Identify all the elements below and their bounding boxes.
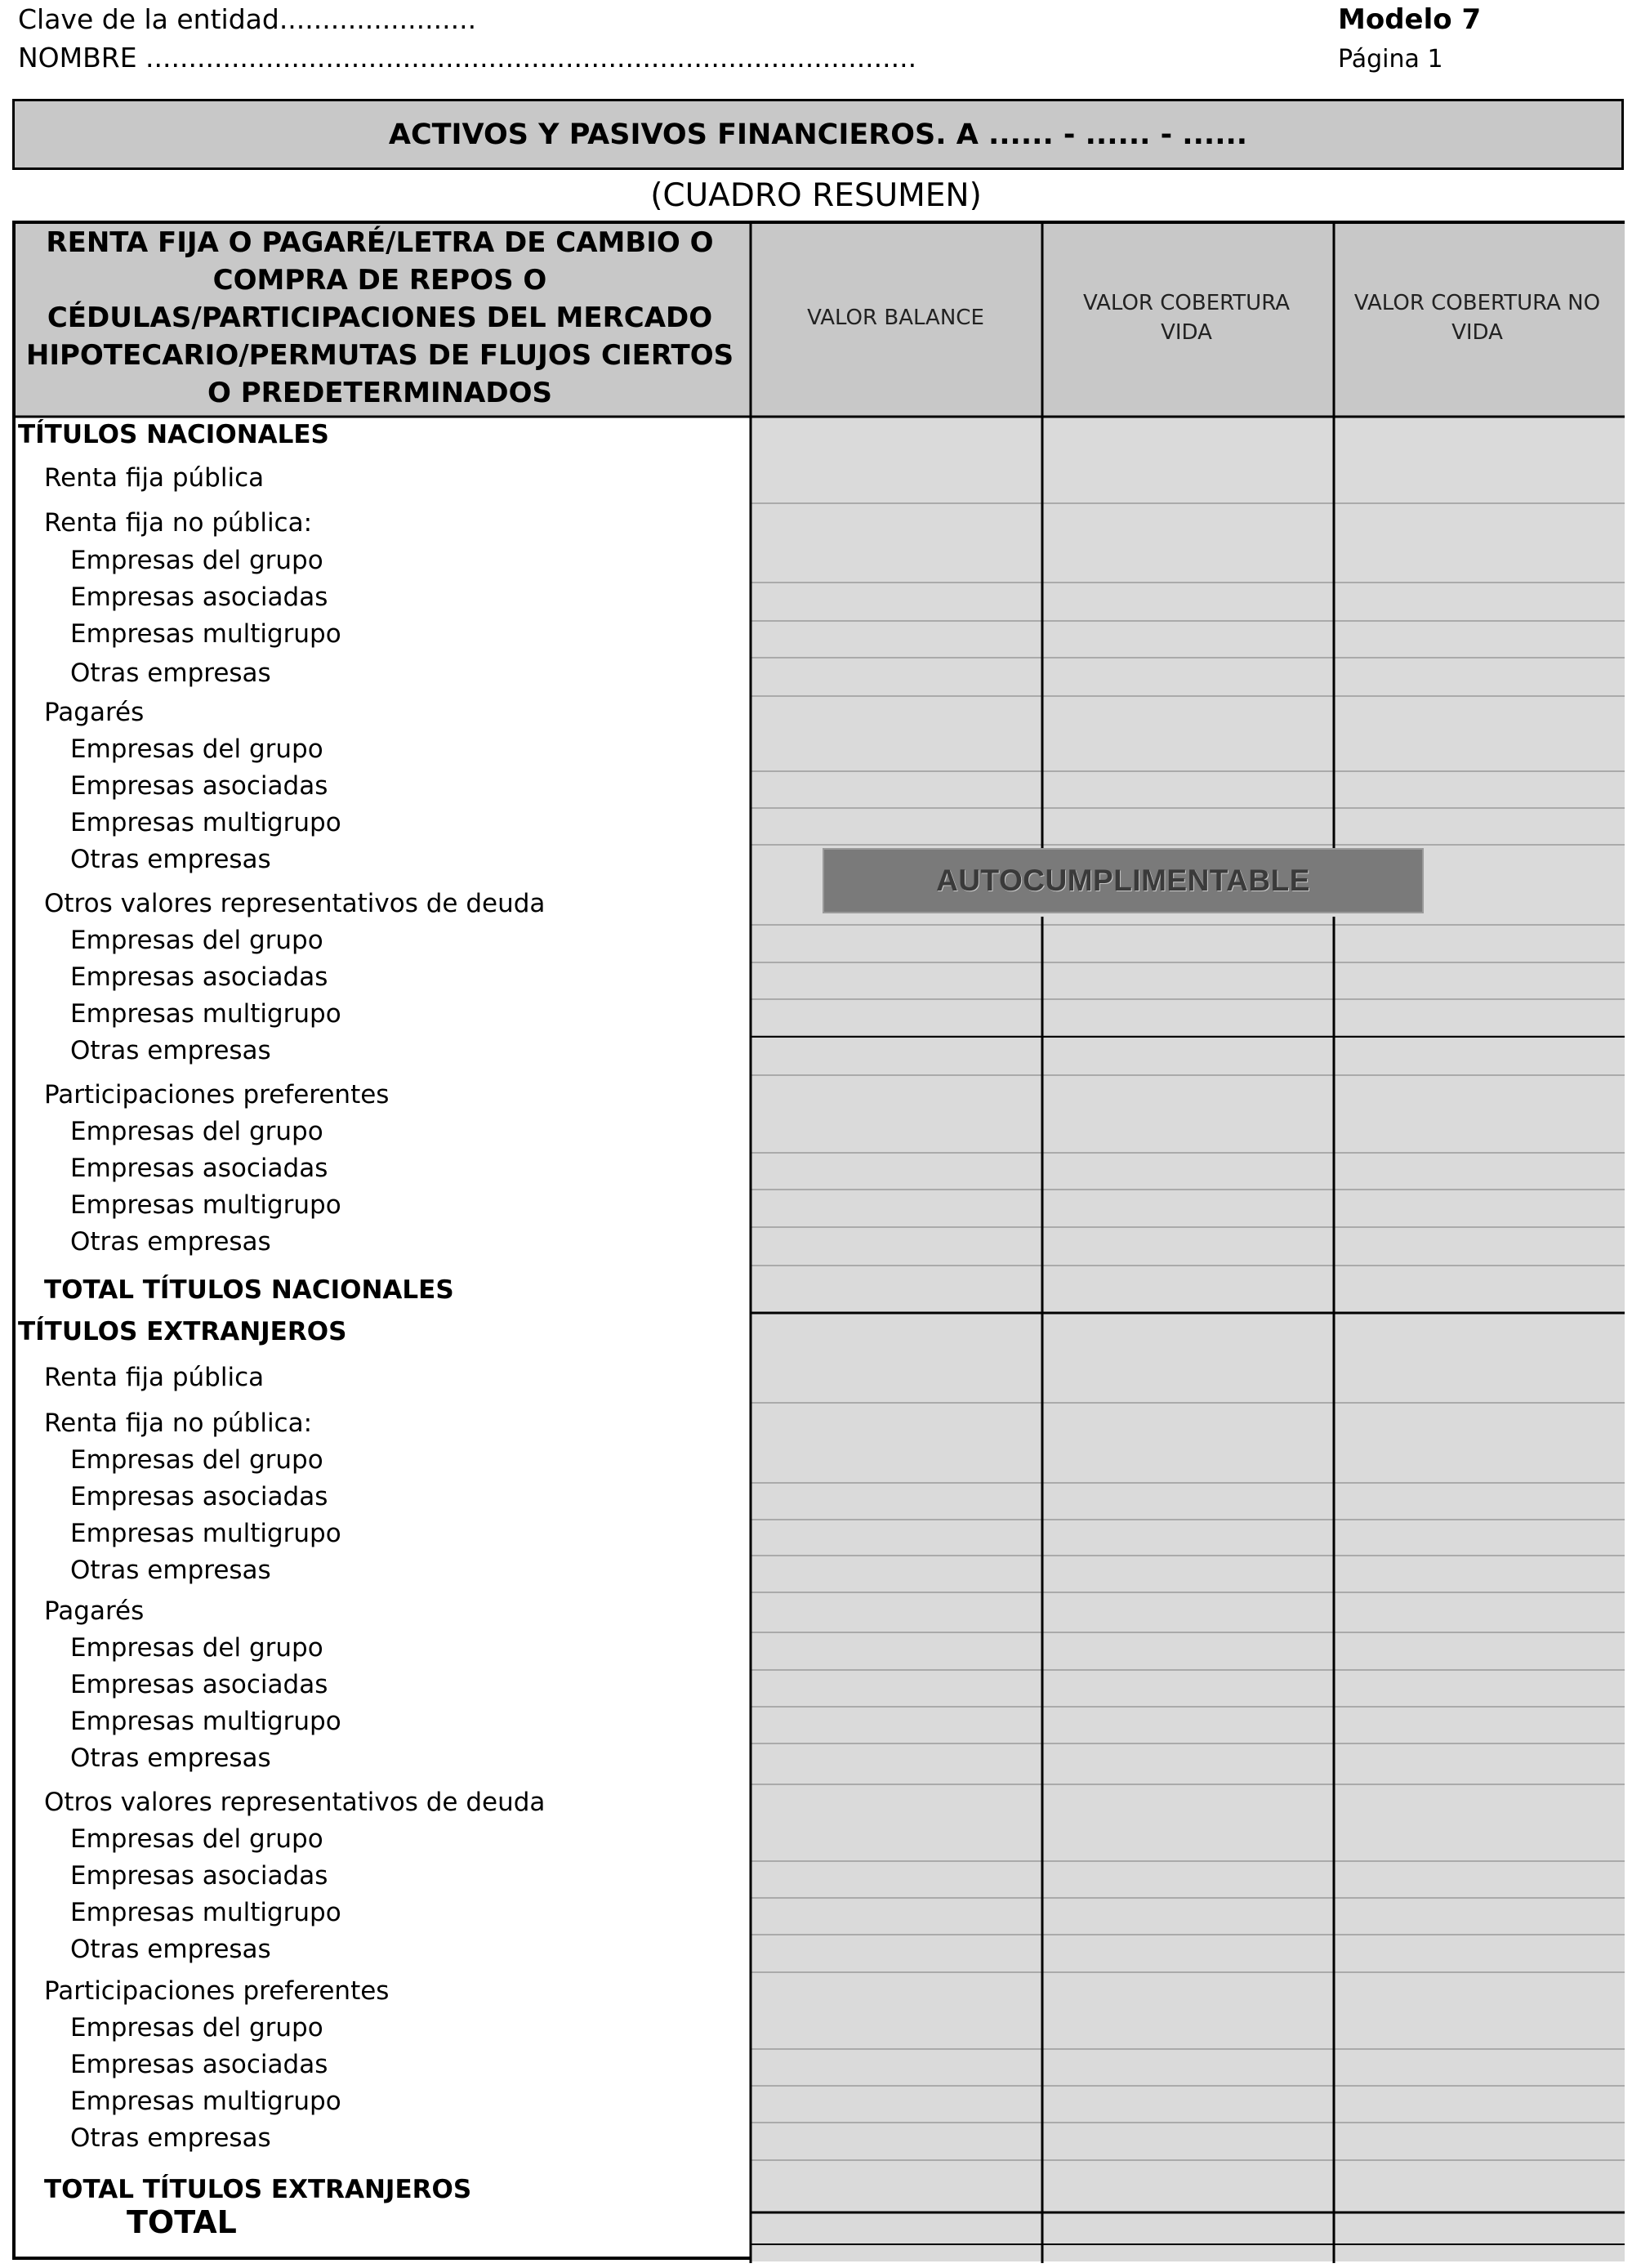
entity-key-field: Clave de la entidad....................... xyxy=(18,3,477,35)
column-header-cobertura-vida: VALOR COBERTURA VIDA xyxy=(1082,291,1291,345)
row-label: Empresas asociadas xyxy=(70,1861,328,1891)
row-label: Empresas multigrupo xyxy=(70,808,341,837)
row-label: Participaciones preferentes xyxy=(44,1080,390,1109)
value-cells-bg xyxy=(751,417,1625,2261)
row-label: Empresas asociadas xyxy=(70,1482,328,1511)
row-label: Otras empresas xyxy=(70,659,271,688)
row-label: Empresas multigrupo xyxy=(70,999,341,1029)
row-label: Otras empresas xyxy=(70,1556,271,1585)
row-label: Empresas del grupo xyxy=(70,1445,323,1475)
row-label: Empresas asociadas xyxy=(70,771,328,801)
row-label: Empresas asociadas xyxy=(70,583,328,612)
row-label: Renta fija no pública: xyxy=(44,1409,313,1438)
row-label: Otros valores representativos de deuda xyxy=(44,889,546,918)
concept-column-header: RENTA FIJA O PAGARÉ/LETRA DE CAMBIO O COMPRA DE REPOS O CÉDULAS/PARTICIPACIONES DEL MERCADO HIPOTECARIO/PERMUTAS DE FLUJOS CIERTOS O PREDETERMINADOS xyxy=(25,226,734,409)
autocumplimentable-stamp: AUTOCUMPLIMENTABLE xyxy=(823,848,1424,913)
row-label: Participaciones preferentes xyxy=(44,1976,390,2006)
row-label: Empresas del grupo xyxy=(70,546,323,575)
row-label: Empresas multigrupo xyxy=(70,2087,341,2116)
row-label: Otras empresas xyxy=(70,2123,271,2153)
column-header-valor-balance: VALOR BALANCE xyxy=(807,306,984,330)
entity-name-field: NOMBRE .......................................................................................... xyxy=(18,42,917,74)
row-label: Empresas del grupo xyxy=(70,1824,323,1854)
form-subtitle: (CUADRO RESUMEN) xyxy=(650,177,982,214)
row-label: Pagarés xyxy=(44,1596,145,1626)
row-label: Empresas asociadas xyxy=(70,1154,328,1183)
row-label: Empresas del grupo xyxy=(70,1117,323,1146)
row-label: Empresas multigrupo xyxy=(70,1898,341,1927)
row-label: Empresas asociadas xyxy=(70,2050,328,2079)
model-number: Modelo 7 xyxy=(1338,3,1482,36)
row-label: Otras empresas xyxy=(70,1036,271,1065)
row-label: Empresas del grupo xyxy=(70,926,323,955)
row-label: Otras empresas xyxy=(70,1743,271,1773)
row-label: Empresas multigrupo xyxy=(70,1519,341,1548)
row-label: Renta fija pública xyxy=(44,463,265,493)
row-label: Empresas multigrupo xyxy=(70,1707,341,1736)
section-row-label: TOTAL xyxy=(127,2204,237,2240)
row-label: Empresas multigrupo xyxy=(70,619,341,649)
row-label: Otras empresas xyxy=(70,1227,271,1257)
section-row-label: TOTAL TÍTULOS EXTRANJEROS xyxy=(44,2175,472,2204)
row-label: Renta fija pública xyxy=(44,1363,265,1392)
page-number: Página 1 xyxy=(1338,45,1443,74)
row-label: Empresas del grupo xyxy=(70,734,323,764)
row-label: Empresas asociadas xyxy=(70,1670,328,1699)
row-label: Pagarés xyxy=(44,698,145,727)
form-title-box xyxy=(12,99,1624,170)
row-label: Empresas asociadas xyxy=(70,962,328,992)
row-label: Otros valores representativos de deuda xyxy=(44,1788,546,1817)
section-row-label: TÍTULOS EXTRANJEROS xyxy=(18,1317,347,1346)
row-label: Empresas del grupo xyxy=(70,1633,323,1663)
column-header-cobertura-no-vida: VALOR COBERTURA NO VIDA xyxy=(1353,291,1601,345)
row-label: Empresas multigrupo xyxy=(70,1190,341,1220)
row-label: Empresas del grupo xyxy=(70,2013,323,2043)
section-row-label: TOTAL TÍTULOS NACIONALES xyxy=(44,1275,454,1305)
row-label: Renta fija no pública: xyxy=(44,508,313,538)
row-label: Otras empresas xyxy=(70,845,271,874)
row-label: Otras empresas xyxy=(70,1935,271,1964)
section-row-label: TÍTULOS NACIONALES xyxy=(18,420,329,449)
form-title: ACTIVOS Y PASIVOS FINANCIEROS. A ...... - ...... - ...... xyxy=(388,118,1248,151)
